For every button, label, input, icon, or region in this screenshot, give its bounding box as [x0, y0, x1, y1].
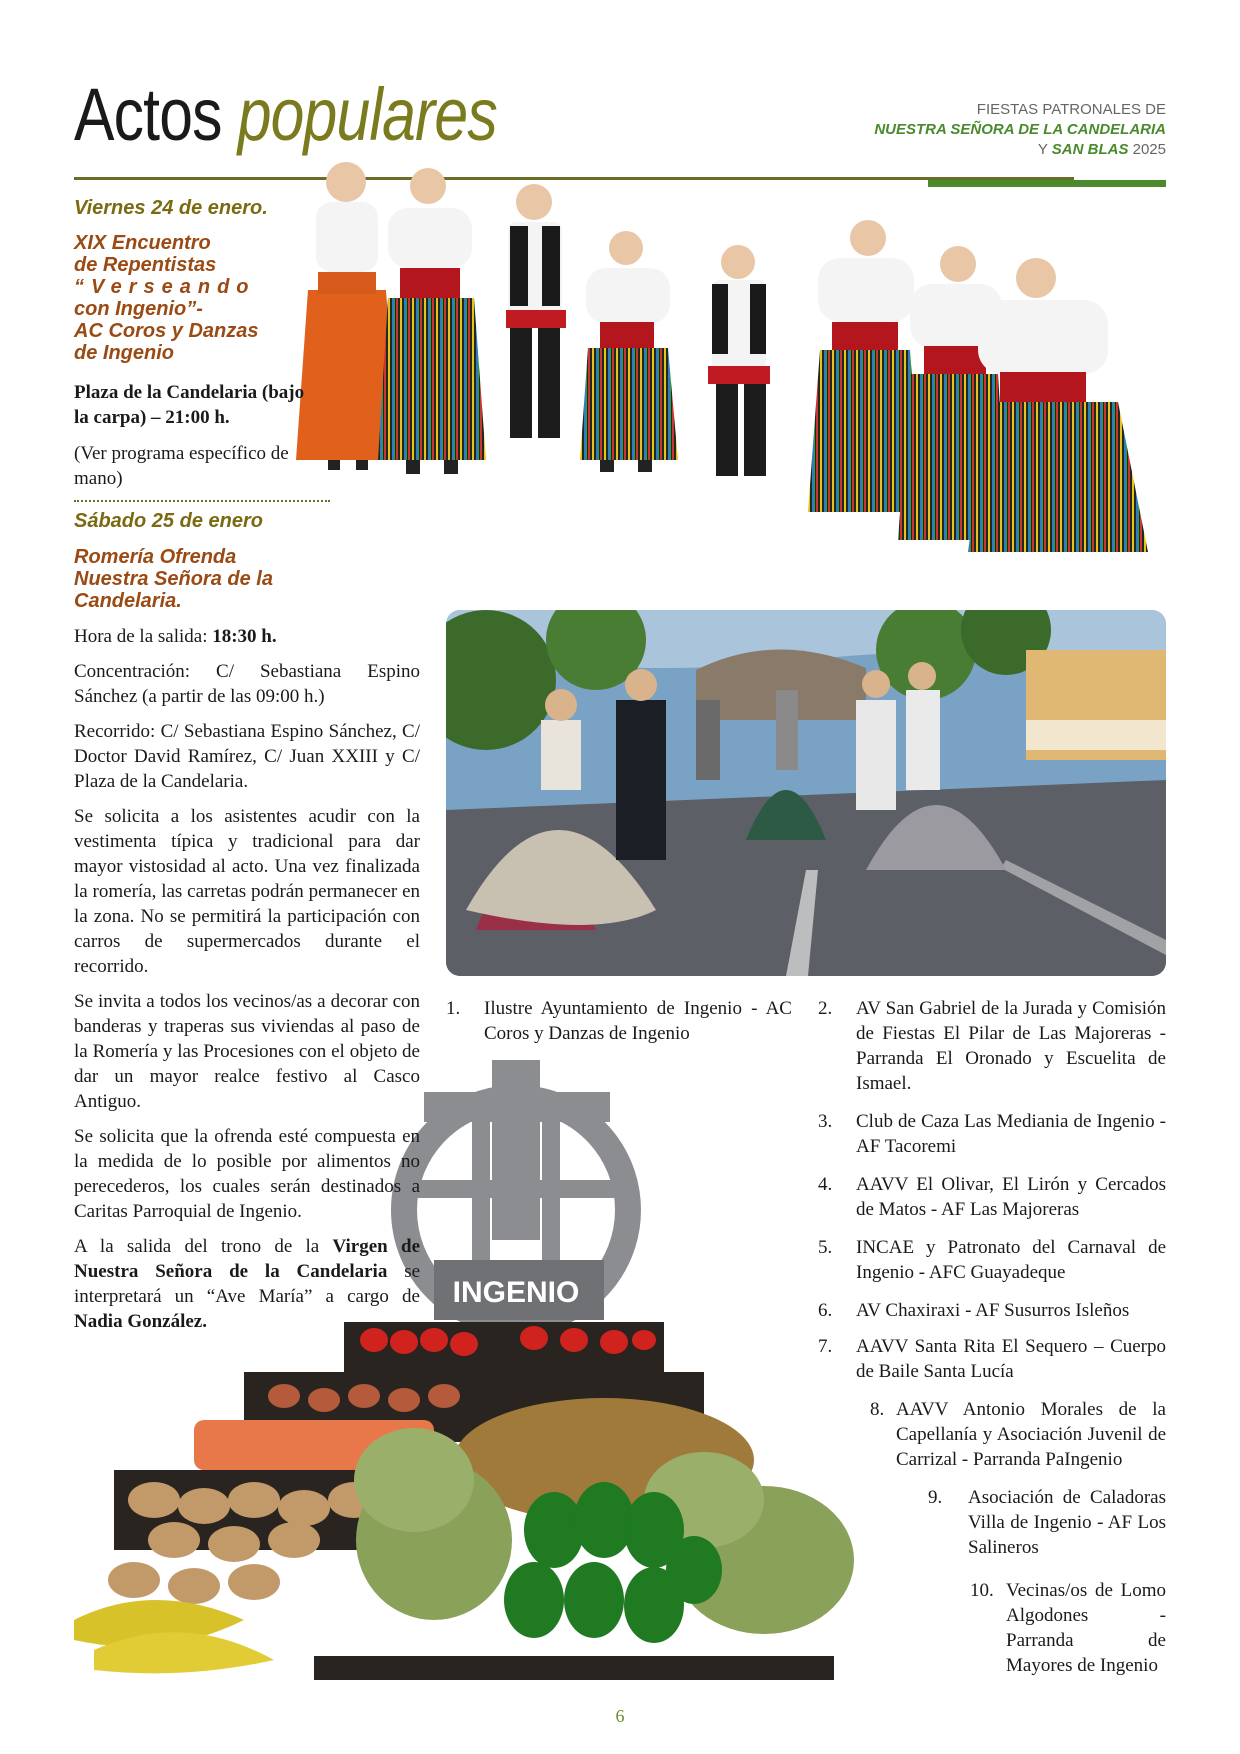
page-title [74, 73, 497, 156]
event2-body [74, 624, 420, 1334]
list-item-text: Vecinas/os de Lomo Algodones - Parranda de Mayores de Ingenio [1006, 1580, 1166, 1676]
list-item-number: 3. [818, 1111, 833, 1132]
list-item-number: 6. [818, 1300, 833, 1321]
list-item-number: 1. [446, 998, 461, 1019]
event2-title-l1: Romería Ofrenda [74, 546, 237, 568]
list-item-text: Club de Caza Las Mediania de Ingenio - AF Tacoremi [856, 1111, 1166, 1157]
departure-time [74, 624, 420, 649]
event2-title [74, 546, 374, 612]
event1-title-l2: de Repentistas [74, 254, 217, 276]
event1-note: (Ver programa específico de mano) [74, 443, 289, 489]
event2-date: Sábado 25 de enero [74, 510, 263, 532]
departure-time-value: 18:30 h. [212, 626, 277, 647]
decoration-paragraph: Se invita a todos los vecinos/as a decorar con banderas y traperas sus viviendas al paso de la Romería y las Procesiones con el objeto de dar un mayor realce festivo al Casco Antiguo. [74, 991, 420, 1112]
page-number: 6 [615, 1706, 625, 1726]
list-item-number: 4. [818, 1174, 833, 1195]
ave-maria-paragraph [74, 1234, 420, 1334]
route-text: Recorrido: C/ Sebastiana Espino Sánchez, C/ Doctor David Ramírez, C/ Juan XXIII y C/ Plaza de la Candelaria. [74, 721, 420, 792]
virgin-name: Virgen de Nuestra Señora de la Candelaria [74, 1236, 421, 1282]
concentration-text: Concentración: C/ Sebastiana Espino Sánchez (a partir de las 09:00 h.) [74, 661, 420, 707]
list-item-number: 8. [870, 1399, 885, 1420]
event1-title-l1: XIX Encuentro [74, 232, 211, 254]
festival-line3-prefix: Y [1037, 141, 1048, 158]
children-dancers-photo [288, 160, 1166, 612]
list-item-number: 2. [818, 998, 833, 1019]
festival-header [874, 100, 1166, 160]
romeria-street-photo [446, 610, 1166, 976]
festival-year: 2025 [1132, 141, 1166, 158]
section-divider [74, 500, 330, 502]
event1-title-l6: de Ingenio [74, 342, 174, 364]
attire-paragraph: Se solicita a los asistentes acudir con la vestimenta típica y tradicional para dar mayor vistosidad al acto. Una vez finalizada la romería, las carretas podrán permanecer en la zona. No se permitirá la participación con carros de supermercados durante el recorrido. [74, 806, 420, 977]
list-item-number: 5. [818, 1237, 833, 1258]
list-item-text: AV San Gabriel de la Jurada y Comisión de Fiestas El Pilar de Las Majoreras - Parranda El Oronado y Escuelita de Ismael. [856, 998, 1166, 1094]
event1-title-l5: AC Coros y Danzas [74, 320, 259, 342]
offering-paragraph: Se solicita que la ofrenda esté compuesta en la medida de lo posible por alimentos no perecederos, los cuales serán destinados a Caritas Parroquial de Ingenio. [74, 1126, 420, 1222]
list-item-text: INCAE y Patronato del Carnaval de Ingenio - AFC Guayadeque [856, 1237, 1166, 1283]
list-item-text: AAVV Antonio Morales de la Capellanía y Asociación Juvenil de Carrizal - Parranda PaIngenio [896, 1399, 1166, 1470]
departure-label: Hora de la salida: [74, 626, 208, 647]
event1-title-l3: “Verseando [74, 276, 256, 298]
event1-title-l4: con Ingenio”- [74, 298, 203, 320]
list-item-text: Asociación de Caladoras Villa de Ingenio - AF Los Salineros [968, 1487, 1166, 1558]
list-item-number: 9. [928, 1487, 943, 1508]
list-item-number: 10. [970, 1580, 994, 1601]
festival-line3-name: SAN BLAS [1051, 141, 1129, 158]
list-item-number: 7. [818, 1336, 833, 1357]
festival-line3 [874, 140, 1166, 160]
ave-maria-part-a: A la salida del trono de la [74, 1236, 320, 1257]
festival-line2: NUESTRA SEÑORA DE LA CANDELARIA [874, 121, 1166, 138]
page-title-word2: populares [237, 73, 497, 156]
page-title-word1: Actos [74, 73, 222, 156]
event1-location: Plaza de la Candelaria (bajo la carpa) – 21:00 h. [74, 382, 305, 428]
monument-sign: INGENIO [452, 1276, 580, 1309]
ave-maria-part-c: se interpretará un “Ave María” a cargo de [74, 1261, 421, 1307]
event1-title [74, 232, 290, 364]
event1-date [74, 196, 420, 221]
event1-date-text: Viernes 24 de enero. [74, 197, 268, 219]
singer-name: Nadia González. [74, 1311, 207, 1332]
list-item-text: AV Chaxiraxi - AF Susurros Isleños [856, 1300, 1130, 1321]
event2-title-l2: Nuestra Señora de la [74, 568, 273, 590]
festival-line1: FIESTAS PATRONALES DE [976, 101, 1166, 118]
list-item-text: AAVV El Olivar, El Lirón y Cercados de Matos - AF Las Majoreras [856, 1174, 1166, 1220]
list-item-text: AAVV Santa Rita El Sequero – Cuerpo de Baile Santa Lucía [856, 1336, 1166, 1382]
list-item-text: Ilustre Ayuntamiento de Ingenio - AC Coros y Danzas de Ingenio [484, 998, 792, 1044]
event2-title-l3: Candelaria. [74, 590, 182, 612]
